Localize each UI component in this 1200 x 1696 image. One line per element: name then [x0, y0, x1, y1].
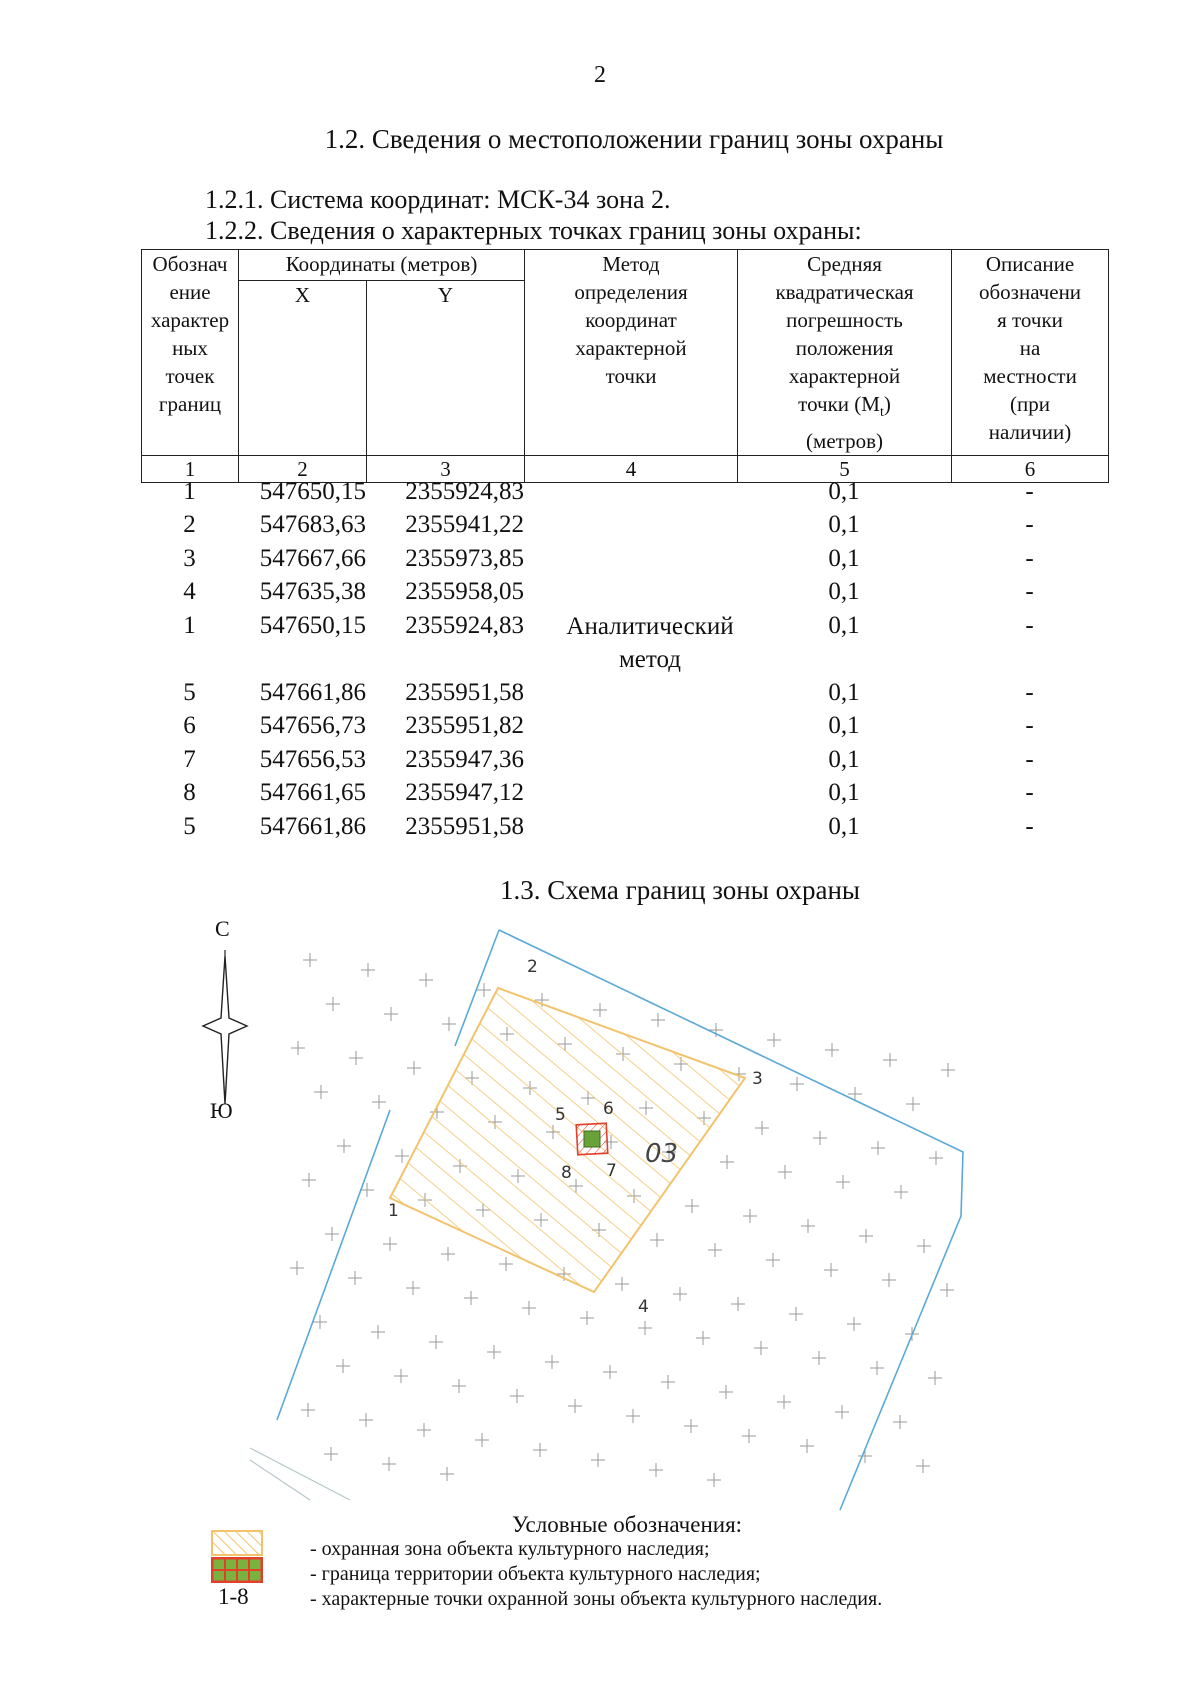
accuracy-cell: 0,1 [828, 477, 860, 505]
grid-cross [847, 1317, 861, 1331]
grid-cross [348, 1271, 362, 1285]
grid-cross [777, 1395, 791, 1409]
accuracy-cell: 0,1 [828, 678, 860, 706]
grid-cross [290, 1261, 304, 1275]
grid-cross [349, 1051, 363, 1065]
grid-cross [813, 1131, 827, 1145]
grid-cross [767, 1033, 781, 1047]
grid-cross [372, 1095, 386, 1109]
grid-cross [708, 1243, 722, 1257]
description-cell: - [1025, 678, 1034, 706]
grid-cross [731, 1297, 745, 1311]
method-cell [524, 743, 737, 777]
grid-cross [929, 1151, 943, 1165]
x-coordinate-cell: 547661,86 [259, 678, 366, 706]
point-number-cell [141, 643, 238, 677]
col-number: 2 [239, 456, 367, 483]
compass-south-label: Ю [210, 1098, 233, 1123]
x-coordinate-cell: 547661,86 [259, 812, 366, 840]
point-label-1: 1 [388, 1201, 399, 1221]
grid-cross [303, 953, 317, 967]
header-accuracy: Средняя квадратическая погрешность положения характерной точки $(M_t)$ (метров) [738, 250, 952, 456]
section-1-2-title: 1.2. Сведения о местоположении границ зоны охраны [324, 124, 944, 154]
point-number-cell: 8 [183, 779, 196, 807]
grid-cross [499, 1257, 513, 1271]
grid-cross [615, 1277, 629, 1291]
territory-fill [584, 1131, 600, 1147]
grid-cross [720, 1155, 734, 1169]
grid-cross [603, 1365, 617, 1379]
grid-cross [336, 1359, 350, 1373]
y-coordinate-cell: 2355973,85 [405, 544, 524, 572]
point-number-cell: 5 [183, 678, 196, 706]
method-cell [524, 676, 737, 710]
description-cell [951, 643, 1108, 677]
point-label-7: 7 [606, 1161, 617, 1181]
x-coordinate-cell [238, 643, 366, 677]
grid-cross [882, 1273, 896, 1287]
coord-system-line: 1.2.1. Система координат: МСК-34 зона 2. [205, 185, 671, 214]
col-number: 6 [952, 456, 1109, 483]
grid-cross [800, 1439, 814, 1453]
grid-cross [835, 1405, 849, 1419]
boundary-scheme [250, 920, 980, 1520]
header-description: Описание обозначени я точки на местности (при наличии) [952, 250, 1109, 456]
header-method: Метод определения координат характерной точки [525, 250, 738, 456]
col-number: 4 [525, 456, 738, 483]
zone-label: 03 [645, 1139, 679, 1169]
grid-cross [407, 1061, 421, 1075]
point-label-4: 4 [638, 1297, 649, 1317]
accuracy-cell: 0,1 [828, 544, 860, 572]
description-cell: - [1025, 745, 1034, 773]
method-cell [524, 777, 737, 811]
grid-cross [743, 1209, 757, 1223]
grid-cross [359, 1413, 373, 1427]
grid-cross [487, 1345, 501, 1359]
grid-cross [812, 1351, 826, 1365]
y-coordinate-cell: 2355947,12 [405, 779, 524, 807]
grid-cross [406, 1281, 420, 1295]
grid-cross [893, 1415, 907, 1429]
x-coordinate-cell: 547650,15 [259, 477, 366, 505]
grid-cross [941, 1063, 955, 1077]
grid-cross [384, 1007, 398, 1021]
legend-points-range: 1-8 [218, 1584, 249, 1609]
compass-arrow-icon [195, 918, 255, 1128]
x-coordinate-cell: 547656,73 [259, 712, 366, 740]
section-1-3-title: 1.3. Схема границ зоны охраны [499, 875, 861, 905]
table-row [141, 810, 1108, 844]
legend-item-territory: - граница территории объекта культурного наследия; [310, 1563, 761, 1585]
grid-cross [651, 1013, 665, 1027]
grid-cross [649, 1463, 663, 1477]
points-table-header [141, 249, 1109, 483]
x-coordinate-cell: 547661,65 [259, 779, 366, 807]
grid-cross [314, 1085, 328, 1099]
grid-cross [371, 1325, 385, 1339]
x-coordinate-cell: 547656,53 [259, 745, 366, 773]
grid-cross [382, 1457, 396, 1471]
point-number-cell: 2 [183, 511, 196, 539]
grid-cross [778, 1165, 792, 1179]
grid-cross [742, 1429, 756, 1443]
point-number-cell: 6 [183, 712, 196, 740]
grid-cross [871, 1141, 885, 1155]
grid-cross [894, 1185, 908, 1199]
table-row [141, 777, 1108, 811]
grid-cross [928, 1371, 942, 1385]
grid-cross [790, 1077, 804, 1091]
col-number: 3 [367, 456, 525, 483]
table-row [141, 475, 1108, 509]
grid-cross [870, 1361, 884, 1375]
grid-cross [417, 1423, 431, 1437]
grid-cross [916, 1459, 930, 1473]
grid-cross [719, 1385, 733, 1399]
description-cell: - [1025, 578, 1034, 606]
description-cell: - [1025, 812, 1034, 840]
grid-cross [440, 1467, 454, 1481]
grid-cross [324, 1447, 338, 1461]
point-number-cell: 1 [183, 477, 196, 505]
grid-cross [475, 1433, 489, 1447]
page-number: 2 [594, 62, 606, 88]
description-cell: - [1025, 477, 1034, 505]
point-label-6: 6 [603, 1099, 614, 1119]
grid-cross [626, 1409, 640, 1423]
header-y: Y [367, 280, 525, 455]
accuracy-cell [737, 643, 951, 677]
x-coordinate-cell: 547635,38 [259, 578, 366, 606]
grid-cross [580, 1311, 594, 1325]
legend-zone-swatch [211, 1530, 263, 1556]
protection-zone [390, 988, 745, 1292]
point-label-5: 5 [555, 1105, 566, 1125]
grid-cross [533, 1443, 547, 1457]
grid-cross [441, 1247, 455, 1261]
grid-cross [650, 1233, 664, 1247]
method-cell [524, 810, 737, 844]
point-label-8: 8 [561, 1163, 572, 1183]
grid-cross [452, 1379, 466, 1393]
grid-cross [302, 1173, 316, 1187]
grid-cross [824, 1263, 838, 1277]
y-coordinate-cell: 2355947,36 [405, 745, 524, 773]
method-value: Аналитический метод [566, 613, 734, 673]
table-row [141, 542, 1108, 576]
grid-cross [755, 1121, 769, 1135]
grid-cross [848, 1087, 862, 1101]
description-cell: - [1025, 611, 1034, 639]
grid-cross [291, 1041, 305, 1055]
grid-cross [477, 983, 491, 997]
accuracy-cell: 0,1 [828, 712, 860, 740]
grid-cross [917, 1239, 931, 1253]
compass-north-label: С [215, 916, 230, 941]
method-cell [524, 576, 737, 610]
grid-cross [940, 1283, 954, 1297]
y-coordinate-cell: 2355951,82 [405, 712, 524, 740]
grid-cross [419, 973, 433, 987]
description-cell: - [1025, 511, 1034, 539]
grid-cross [685, 1199, 699, 1213]
method-cell [524, 509, 737, 543]
y-coordinate-cell: 2355924,83 [405, 611, 524, 639]
grid-cross [591, 1453, 605, 1467]
header-coordinates-group: Координаты (метров) [239, 250, 525, 281]
grid-cross [325, 1227, 339, 1241]
col-number: 5 [738, 456, 952, 483]
grid-cross [859, 1229, 873, 1243]
grid-cross [825, 1043, 839, 1057]
grid-cross [394, 1369, 408, 1383]
y-coordinate-cell: 2355941,22 [405, 511, 524, 539]
grid-cross [709, 1023, 723, 1037]
accuracy-cell: 0,1 [828, 779, 860, 807]
y-coordinate-cell: 2355951,58 [405, 812, 524, 840]
legend-title: Условные обозначения: [512, 1512, 743, 1537]
accuracy-cell: 0,1 [828, 611, 860, 639]
y-coordinate-cell: 2355958,05 [405, 578, 524, 606]
y-coordinate-cell: 2355924,83 [405, 477, 524, 505]
grid-cross [326, 997, 340, 1011]
accuracy-cell: 0,1 [828, 812, 860, 840]
table-row [141, 710, 1108, 744]
grid-cross [906, 1097, 920, 1111]
grid-cross [429, 1335, 443, 1349]
point-label-3: 3 [752, 1069, 763, 1089]
accuracy-cell: 0,1 [828, 511, 860, 539]
table-row [141, 743, 1108, 777]
x-coordinate-cell: 547650,15 [259, 611, 366, 639]
grid-cross [696, 1331, 710, 1345]
grid-cross [684, 1419, 698, 1433]
point-number-cell: 5 [183, 812, 196, 840]
x-coordinate-cell: 547683,63 [259, 511, 366, 539]
grid-cross [301, 1403, 315, 1417]
description-cell: - [1025, 544, 1034, 572]
legend-item-points: - характерные точки охранной зоны объекта культурного наследия. [310, 1588, 883, 1610]
grid-cross [754, 1341, 768, 1355]
x-coordinate-cell: 547667,66 [259, 544, 366, 572]
grid-cross [883, 1053, 897, 1067]
grid-cross [638, 1321, 652, 1335]
table-row [141, 509, 1108, 543]
grid-cross [337, 1139, 351, 1153]
description-cell: - [1025, 712, 1034, 740]
grid-cross [568, 1399, 582, 1413]
point-number-cell: 1 [183, 611, 196, 639]
grid-cross [661, 1375, 675, 1389]
grid-cross [383, 1237, 397, 1251]
grid-cross [361, 963, 375, 977]
legend-territory-swatch [211, 1557, 263, 1583]
method-cell [524, 475, 737, 509]
method-cell [524, 542, 737, 576]
accuracy-cell: 0,1 [828, 745, 860, 773]
grid-cross [395, 1149, 409, 1163]
grid-cross [464, 1291, 478, 1305]
method-cell [524, 710, 737, 744]
grid-cross [593, 1003, 607, 1017]
legend-item-zone: - охранная зона объекта культурного наследия; [310, 1538, 710, 1560]
grid-cross [442, 1017, 456, 1031]
description-cell: - [1025, 779, 1034, 807]
table-row [141, 576, 1108, 610]
header-x: X [239, 280, 367, 455]
y-coordinate-cell [366, 643, 524, 677]
point-number-cell: 7 [183, 745, 196, 773]
road-edge [250, 1448, 350, 1500]
grid-cross [673, 1287, 687, 1301]
grid-cross [789, 1307, 803, 1321]
grid-cross [510, 1389, 524, 1403]
point-number-cell: 4 [183, 578, 196, 606]
grid-cross [766, 1253, 780, 1267]
grid-cross [836, 1175, 850, 1189]
col-number: 1 [142, 456, 239, 483]
point-label-2: 2 [527, 957, 538, 977]
points-heading: 1.2.2. Сведения о характерных точках границ зоны охраны: [205, 216, 862, 245]
header-point-designation: Обознач ение характер ных точек границ [142, 250, 239, 456]
grid-cross [801, 1219, 815, 1233]
grid-cross [707, 1473, 721, 1487]
grid-cross [545, 1355, 559, 1369]
grid-cross [522, 1301, 536, 1315]
table-row [141, 676, 1108, 710]
accuracy-cell: 0,1 [828, 578, 860, 606]
point-number-cell: 3 [183, 544, 196, 572]
y-coordinate-cell: 2355951,58 [405, 678, 524, 706]
